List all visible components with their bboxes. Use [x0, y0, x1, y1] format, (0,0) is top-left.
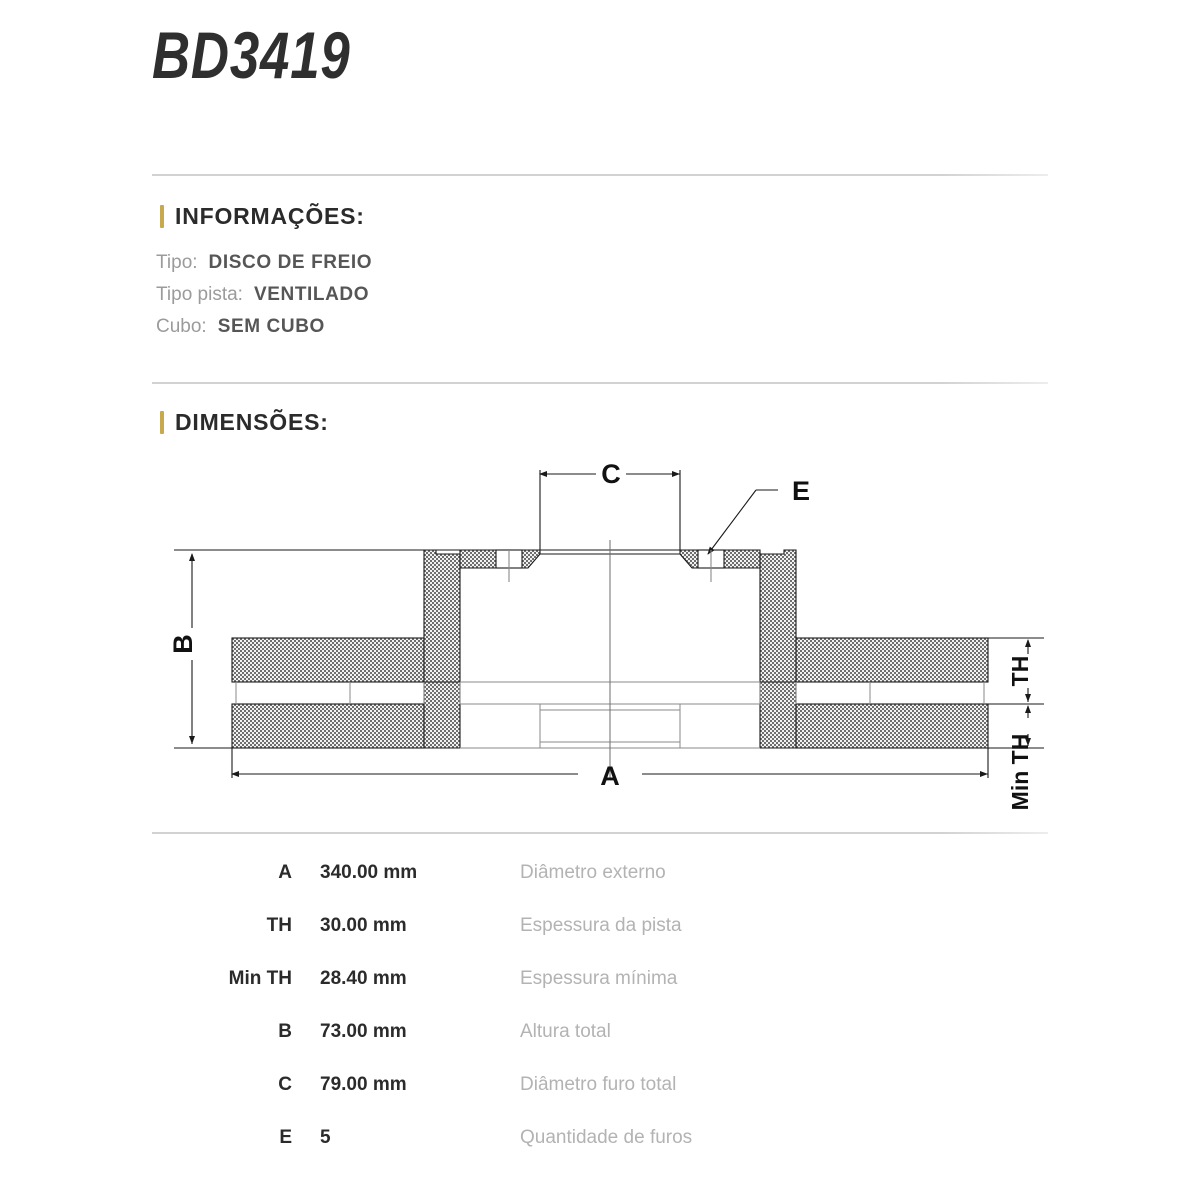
table-row	[180, 1021, 1000, 1074]
info-value-cubo: SEM CUBO	[217, 316, 325, 337]
info-row-cubo	[156, 316, 372, 348]
dim-symbol: B	[278, 1021, 292, 1042]
divider-middle	[152, 382, 1048, 384]
product-code-header	[152, 18, 400, 92]
dim-description: Altura total	[520, 1021, 611, 1042]
callout-label-min-th: Min TH	[1007, 733, 1033, 811]
table-row	[180, 1127, 1000, 1180]
table-row	[180, 862, 1000, 915]
divider-top	[152, 174, 1048, 176]
dim-value: 30.00 mm	[320, 915, 407, 936]
hub-wall-left	[424, 550, 460, 682]
dim-value: 28.40 mm	[320, 968, 407, 989]
accent-bar-icon	[160, 411, 164, 434]
dim-symbol: E	[279, 1127, 292, 1148]
accent-bar-icon	[160, 205, 164, 228]
table-row	[180, 915, 1000, 968]
page-title: BD3419	[152, 18, 351, 92]
friction-plate-upper-right	[796, 638, 988, 682]
dim-symbol: Min TH	[228, 968, 292, 989]
callout-label-b: B	[168, 634, 198, 654]
callout-label-th: TH	[1007, 655, 1033, 687]
info-label-tipo: Tipo:	[156, 252, 198, 273]
dim-value: 5	[320, 1127, 331, 1148]
dim-value: 73.00 mm	[320, 1021, 407, 1042]
hub-wall-right	[760, 550, 796, 682]
info-label-cubo: Cubo:	[156, 316, 207, 337]
dim-value: 340.00 mm	[320, 862, 418, 883]
info-value-tipo-pista: VENTILADO	[253, 284, 370, 305]
dimensoes-heading: DIMENSÕES:	[175, 409, 329, 435]
friction-plate-lower-left	[232, 704, 424, 748]
dim-symbol: TH	[266, 915, 292, 936]
friction-plate-upper-left	[232, 638, 424, 682]
brake-disc-cross-section-drawing	[160, 442, 1060, 827]
callout-label-e: E	[792, 476, 811, 506]
callout-label-c: C	[601, 459, 621, 489]
dim-description: Diâmetro externo	[520, 862, 666, 883]
dim-description: Quantidade de furos	[520, 1127, 693, 1148]
info-value-tipo: DISCO DE FREIO	[208, 252, 373, 273]
divider-bottom	[152, 832, 1048, 834]
dim-symbol: A	[278, 862, 292, 883]
informacoes-list	[156, 252, 372, 348]
info-row-tipo-pista	[156, 284, 372, 316]
dimensoes-section-header	[160, 409, 329, 436]
informacoes-section-header	[160, 203, 365, 230]
info-label-tipo-pista: Tipo pista:	[156, 284, 243, 305]
dim-description: Espessura mínima	[520, 968, 678, 989]
dim-value: 79.00 mm	[320, 1074, 407, 1095]
callout-label-a: A	[600, 761, 620, 791]
dim-symbol: C	[278, 1074, 292, 1095]
dim-description: Diâmetro furo total	[520, 1074, 677, 1095]
friction-plate-lower-right	[796, 704, 988, 748]
informacoes-heading: INFORMAÇÕES:	[175, 203, 365, 229]
info-row-tipo	[156, 252, 372, 284]
dim-description: Espessura da pista	[520, 915, 682, 936]
table-row	[180, 1074, 1000, 1127]
dimensions-table	[180, 862, 1000, 1180]
table-row	[180, 968, 1000, 1021]
